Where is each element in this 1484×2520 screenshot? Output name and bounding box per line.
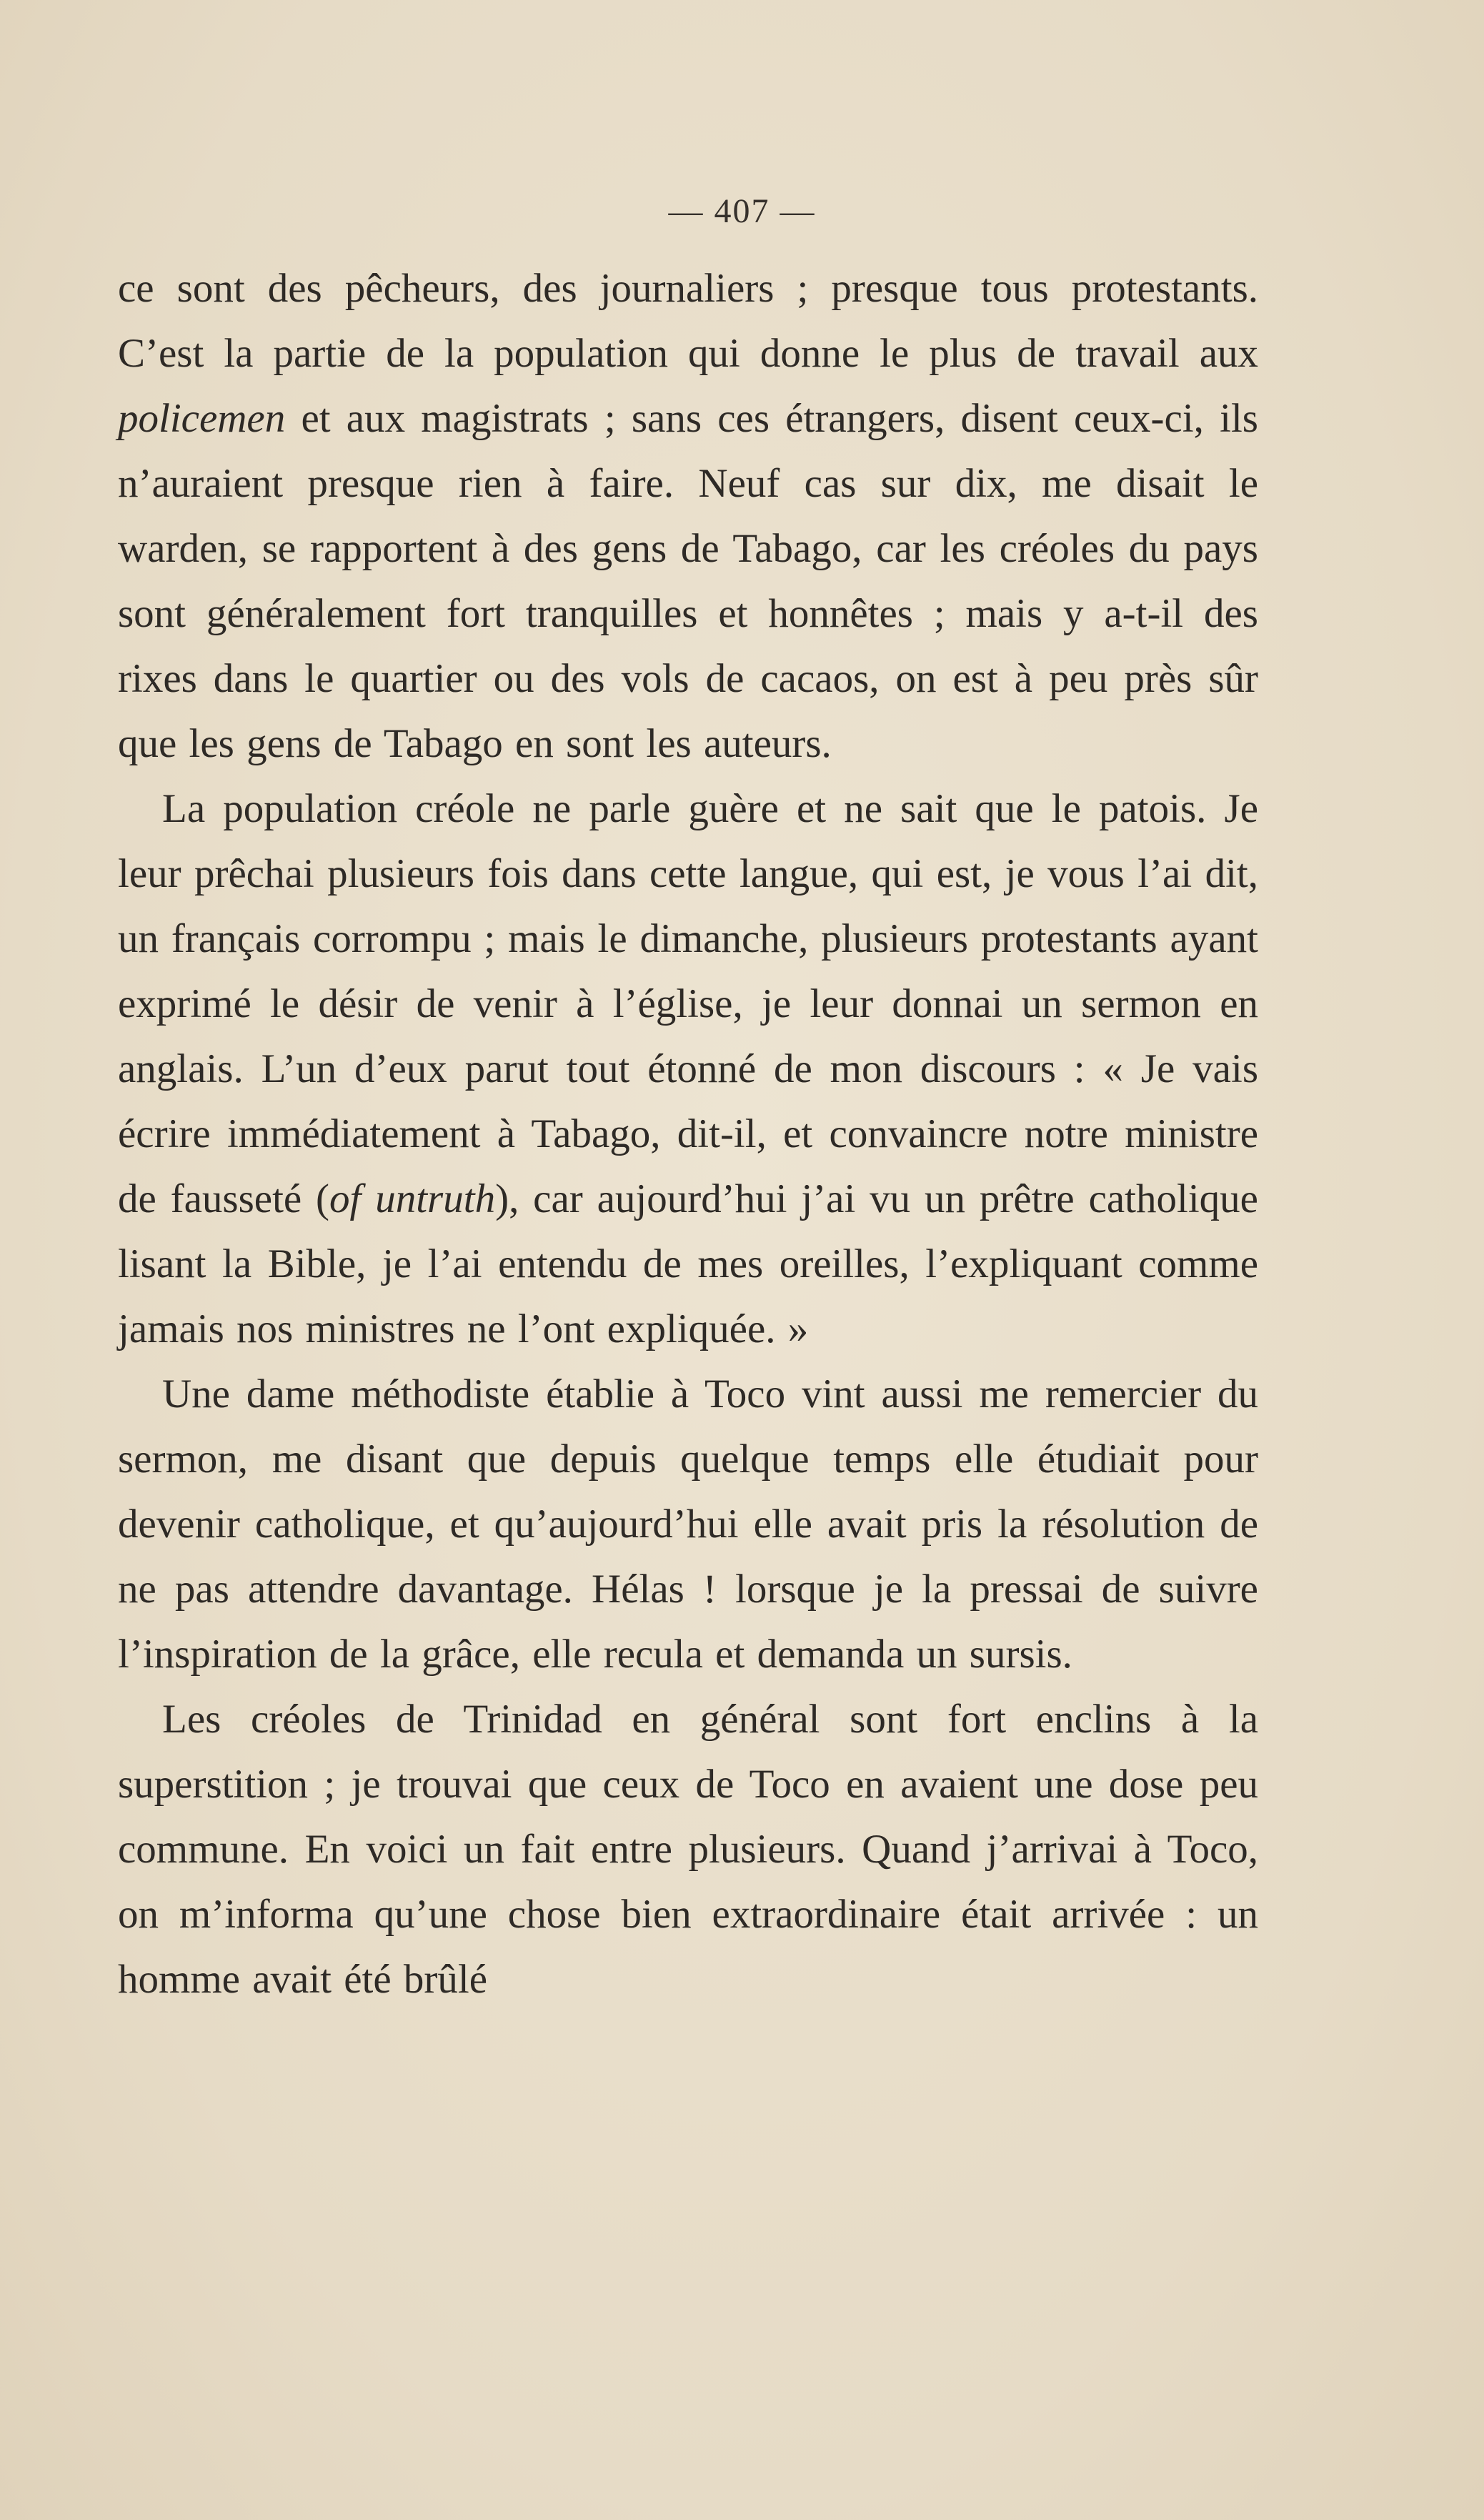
body-text — [118, 256, 1258, 2012]
paragraph-3 — [118, 1361, 1258, 1687]
text-segment: La population créole ne parle guère et ne sait que le patois. Je leur prêchai plusieurs fois dans cette langue, qui est, je vous l’ai dit, un français corrompu ; mais le dimanche, plusieurs protestants ayant exprimé le désir de venir à l’église, je leur donnai un sermon en anglais. L’un d’eux parut tout étonné de mon discours : « Je vais écrire immédiatement à Tabago, dit-il, et convaincre notre ministre de fausseté ( — [118, 786, 1258, 1221]
italic-term-of-untruth: of untruth — [329, 1176, 496, 1221]
italic-term-policemen: policemen — [118, 396, 286, 441]
paragraph-4 — [118, 1687, 1258, 2012]
page-number: — 407 — — [668, 192, 816, 230]
paragraph-2 — [118, 776, 1258, 1361]
text-segment: et aux magistrats ; sans ces étrangers, disent ceux-ci, ils n’auraient presque rien à faire. Neuf cas sur dix, me disait le warden, se rapportent à des gens de Tabago, car les créoles du pays sont généralement fort tranquilles et honnêtes ; mais y a-t-il des rixes dans le quartier ou des vols de cacaos, on est à peu près sûr que les gens de Tabago en sont les auteurs. — [118, 396, 1258, 766]
text-segment: ce sont des pêcheurs, des journaliers ; presque tous protestants. C’est la partie de la population qui donne le plus de travail aux — [118, 266, 1258, 376]
text-segment: ), car aujourd’hui j’ai vu un prêtre catholique lisant la Bible, je l’ai entendu de mes oreilles, l’expliquant comme jamais nos ministres ne l’ont expliquée. » — [118, 1176, 1258, 1351]
text-segment: Les créoles de Trinidad en général sont fort enclins à la superstition ; je trouvai que ceux de Toco en avaient une dose peu commune. En voici un fait entre plusieurs. Quand j’arrivai à Toco, on m’informa qu’une chose bien extraordinaire était arrivée : un homme avait été brûlé — [118, 1697, 1258, 2002]
paragraph-1 — [118, 256, 1258, 776]
text-segment: Une dame méthodiste établie à Toco vint aussi me remercier du sermon, me disant que depuis quelque temps elle étudiait pour devenir catholique, et qu’aujourd’hui elle avait pris la résolution de ne pas attendre davantage. Hélas ! lorsque je la pressai de suivre l’inspiration de la grâce, elle recula et demanda un sursis. — [118, 1371, 1258, 1677]
